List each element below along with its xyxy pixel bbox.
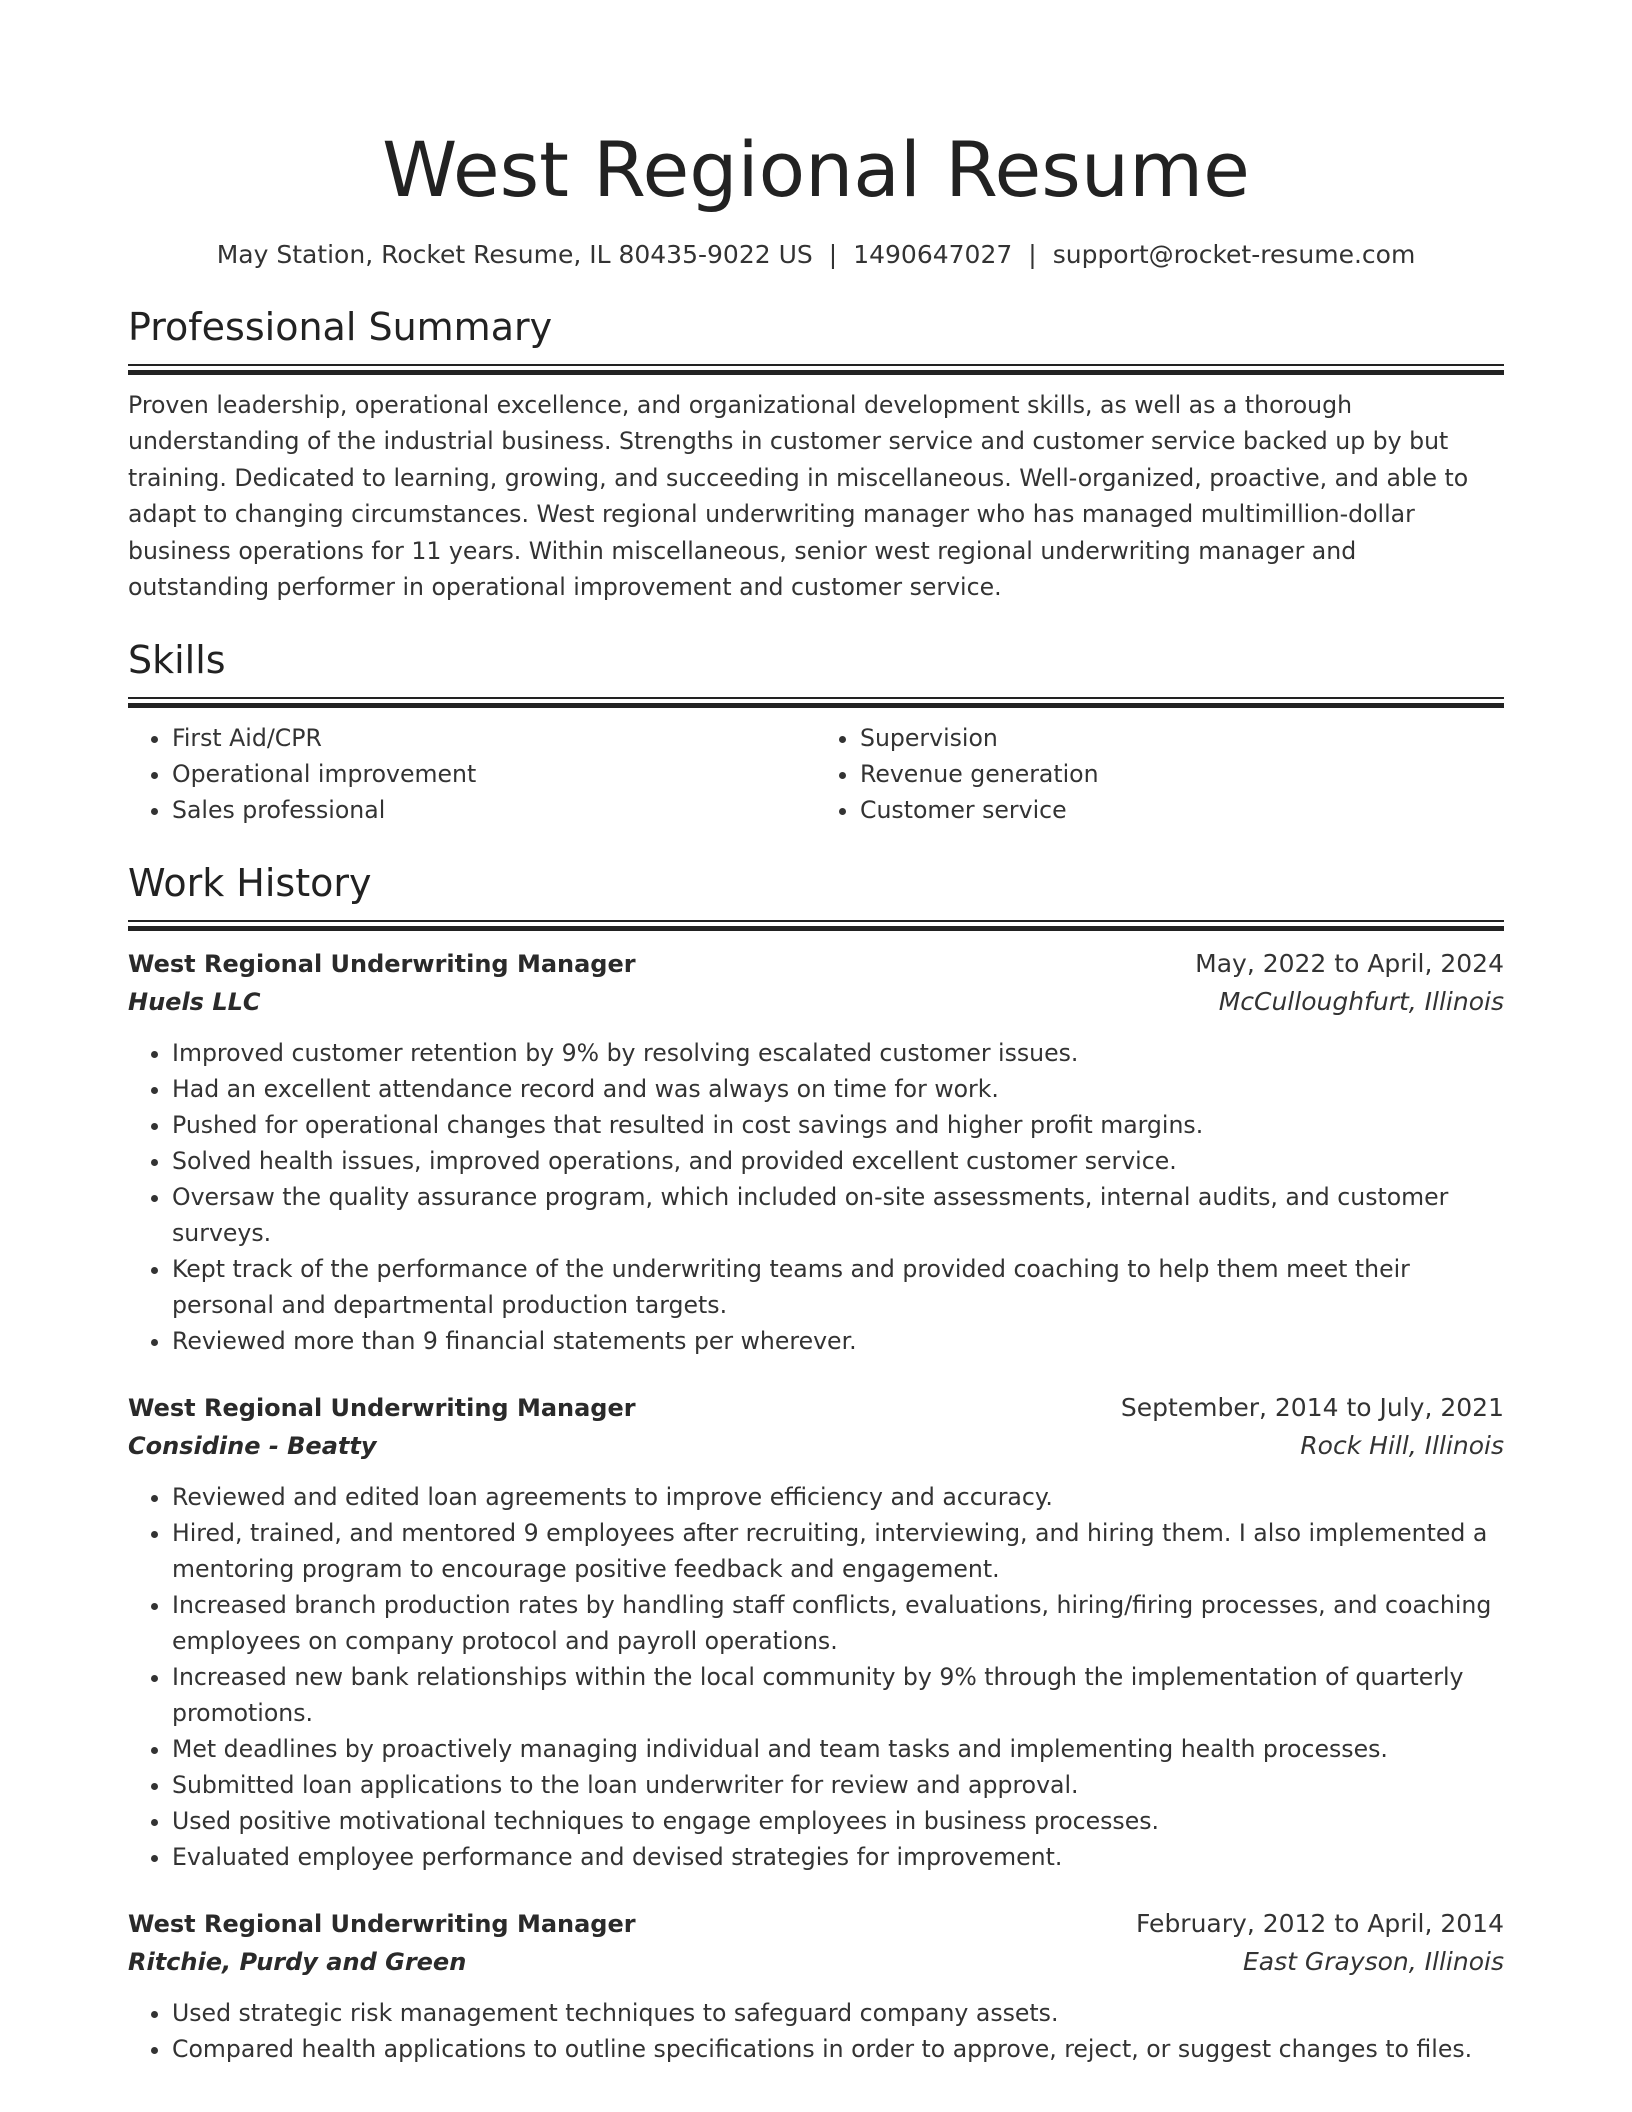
skills-section	[128, 635, 1504, 828]
job-bullet: • Improved customer retention by 9% by resolving escalated customer issues.	[172, 1035, 1504, 1071]
summary-section	[128, 302, 1504, 605]
job-title: West Regional Underwriting Manager	[128, 950, 636, 979]
job-company: Huels LLC	[128, 988, 261, 1017]
skill-item: • First Aid/CPR	[172, 720, 816, 756]
section-divider	[128, 920, 1504, 931]
skill-item: • Customer service	[860, 792, 1504, 828]
job-bullet: • Reviewed more than 9 financial statements per wherever.	[172, 1323, 1504, 1359]
job-bullet: • Increased branch production rates by handling staff conflicts, evaluations, hiring/firing processes, and coaching employees on company protocol and payroll operations.	[172, 1587, 1504, 1659]
job-bullet: • Pushed for operational changes that resulted in cost savings and higher profit margins.	[172, 1107, 1504, 1143]
job-bullets	[128, 1995, 1504, 2067]
job-bullet: • Solved health issues, improved operations, and provided excellent customer service.	[172, 1143, 1504, 1179]
job-subheader	[128, 1427, 1504, 1465]
job-location: Rock Hill, Illinois	[1300, 1431, 1504, 1461]
contact-phone: 1490647027	[853, 240, 1013, 269]
job-entry	[128, 945, 1504, 1359]
job-dates: May, 2022 to April, 2024	[1195, 949, 1504, 979]
job-bullet: • Used strategic risk management techniques to safeguard company assets.	[172, 1995, 1504, 2031]
job-entry	[128, 1389, 1504, 1875]
job-header	[128, 945, 1504, 983]
work-history-section	[128, 858, 1504, 2067]
job-bullet: • Submitted loan applications to the loan underwriter for review and approval.	[172, 1767, 1504, 1803]
section-divider	[128, 364, 1504, 375]
skill-item: • Supervision	[860, 720, 1504, 756]
skill-item: • Revenue generation	[860, 756, 1504, 792]
job-subheader	[128, 1943, 1504, 1981]
summary-text: Proven leadership, operational excellence, and organizational development skills, as well as a thorough understanding of the industrial business. Strengths in customer service and customer service backed up by but training. Dedicated to learning, growing, and succeeding in miscellaneous. Well-organized, proactive, and able to adapt to changing circumstances. West regional underwriting manager who has managed multimillion-dollar business operations for 11 years. Within miscellaneous, senior west regional underwriting manager and outstanding performer in operational improvement and customer service.	[128, 391, 1469, 602]
section-title-skills: Skills	[128, 638, 226, 683]
resume-page	[128, 120, 1504, 2067]
job-entry	[128, 1905, 1504, 2067]
job-bullet: • Used positive motivational techniques to engage employees in business processes.	[172, 1803, 1504, 1839]
job-bullet: • Had an excellent attendance record and was always on time for work.	[172, 1071, 1504, 1107]
job-bullet: • Met deadlines by proactively managing individual and team tasks and implementing health processes.	[172, 1731, 1504, 1767]
job-bullet: • Kept track of the performance of the underwriting teams and provided coaching to help them meet their personal and departmental production targets.	[172, 1251, 1504, 1323]
skills-columns	[128, 720, 1504, 828]
skill-item: • Operational improvement	[172, 756, 816, 792]
job-location: East Grayson, Illinois	[1242, 1947, 1504, 1977]
section-title-summary: Professional Summary	[128, 305, 553, 349]
job-company: Considine - Beatty	[128, 1432, 377, 1461]
job-title: West Regional Underwriting Manager	[128, 1394, 636, 1423]
job-bullet: • Oversaw the quality assurance program, which included on-site assessments, internal audits, and customer surveys.	[172, 1179, 1504, 1251]
section-divider	[128, 697, 1504, 708]
job-bullets	[128, 1479, 1504, 1875]
job-dates: September, 2014 to July, 2021	[1120, 1393, 1504, 1423]
job-subheader	[128, 983, 1504, 1021]
contact-line	[128, 238, 1504, 272]
job-bullets	[128, 1035, 1504, 1359]
job-bullet: • Reviewed and edited loan agreements to improve efficiency and accuracy.	[172, 1479, 1504, 1515]
skill-item: • Sales professional	[172, 792, 816, 828]
job-location: McCulloughfurt, Illinois	[1218, 987, 1504, 1017]
job-bullet: • Increased new bank relationships within the local community by 9% through the implementation of quarterly promotions.	[172, 1659, 1504, 1731]
job-bullet: • Hired, trained, and mentored 9 employees after recruiting, interviewing, and hiring them. I also implemented a mentoring program to encourage positive feedback and engagement.	[172, 1515, 1504, 1587]
job-company: Ritchie, Purdy and Green	[128, 1948, 467, 1977]
job-bullet: • Evaluated employee performance and devised strategies for improvement.	[172, 1839, 1504, 1875]
section-title-work-history: Work History	[128, 861, 372, 906]
job-bullet: • Compared health applications to outline specifications in order to approve, reject, or suggest changes to files.	[172, 2031, 1504, 2067]
job-header	[128, 1905, 1504, 1943]
contact-separator: |	[828, 240, 838, 269]
skills-list-left	[128, 720, 816, 828]
job-header	[128, 1389, 1504, 1427]
contact-email: support@rocket-resume.com	[1052, 240, 1416, 269]
job-title: West Regional Underwriting Manager	[128, 1910, 636, 1939]
contact-separator: |	[1028, 240, 1037, 269]
skills-list-right	[816, 720, 1504, 828]
resume-name: West Regional Resume	[382, 125, 1250, 214]
job-dates: February, 2012 to April, 2014	[1136, 1909, 1504, 1939]
contact-address: May Station, Rocket Resume, IL 80435-9022 US	[216, 240, 813, 269]
